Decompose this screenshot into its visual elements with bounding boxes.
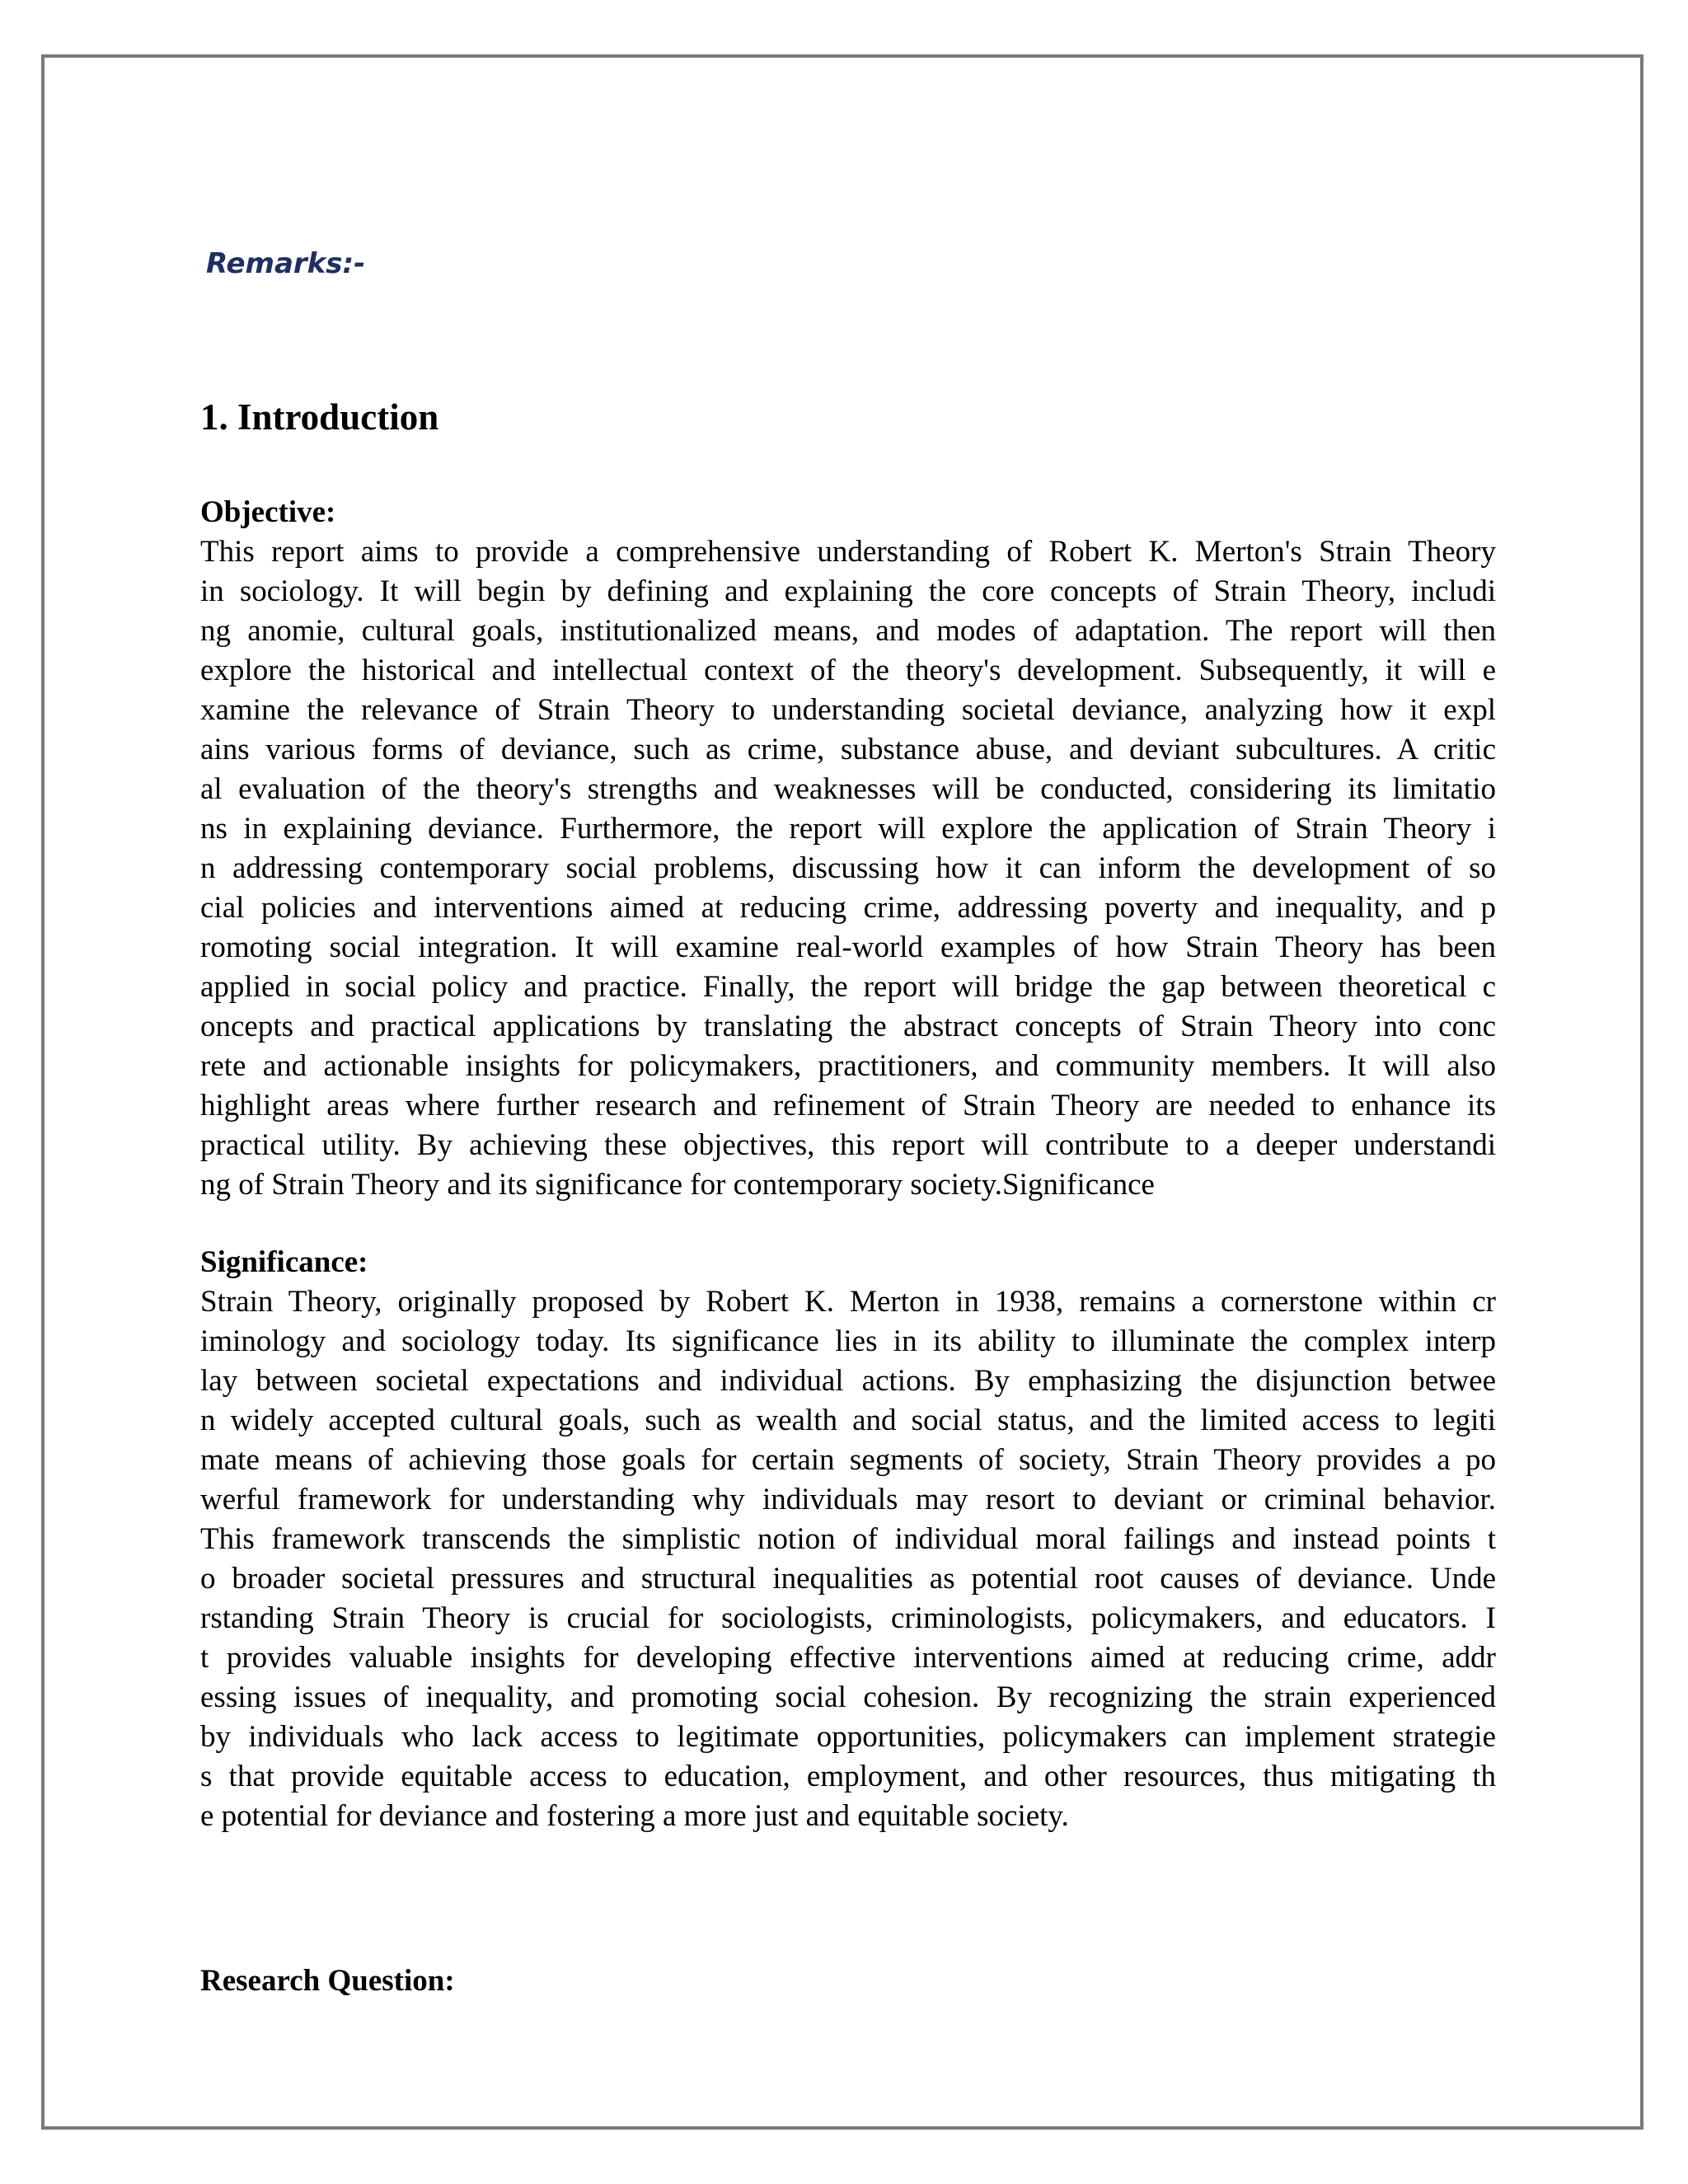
significance-heading: Significance:	[200, 1245, 368, 1279]
significance-line: This framework transcends the simplistic notion of individual moral failings and instead points t	[200, 1522, 1496, 1556]
significance-paragraph	[200, 1282, 1496, 1836]
objective-line: This report aims to provide a comprehensive understanding of Robert K. Merton's Strain Theory	[200, 535, 1496, 569]
objective-line: oncepts and practical applications by translating the abstract concepts of Strain Theory into conc	[200, 1010, 1496, 1043]
remarks-label: Remarks:-	[206, 247, 366, 280]
objective-line: al evaluation of the theory's strengths and weaknesses will be conducted, considering its limitatio	[200, 772, 1496, 806]
significance-line: s that provide equitable access to education, employment, and other resources, thus mitigating th	[200, 1760, 1496, 1793]
objective-paragraph	[200, 532, 1496, 1205]
significance-line: rstanding Strain Theory is crucial for sociologists, criminologists, policymakers, and educators. I	[200, 1601, 1496, 1635]
significance-line: lay between societal expectations and individual actions. By emphasizing the disjunction betwee	[200, 1364, 1496, 1398]
significance-line: iminology and sociology today. Its significance lies in its ability to illuminate the complex interp	[200, 1324, 1496, 1358]
significance-line: essing issues of inequality, and promoting social cohesion. By recognizing the strain experienced	[200, 1680, 1496, 1714]
significance-line: o broader societal pressures and structural inequalities as potential root causes of deviance. Unde	[200, 1562, 1496, 1596]
objective-line: n addressing contemporary social problems, discussing how it can inform the development of so	[200, 851, 1496, 885]
significance-line: t provides valuable insights for developing effective interventions aimed at reducing crime, addr	[200, 1641, 1496, 1675]
section-title: 1. Introduction	[200, 396, 439, 438]
objective-line: xamine the relevance of Strain Theory to understanding societal deviance, analyzing how it expl	[200, 693, 1496, 727]
objective-line: ng of Strain Theory and its significance for contemporary society.Significance	[200, 1168, 1155, 1202]
significance-line: mate means of achieving those goals for certain segments of society, Strain Theory provides a po	[200, 1443, 1496, 1477]
objective-line: highlight areas where further research and refinement of Strain Theory are needed to enhance its	[200, 1089, 1496, 1122]
objective-line: rete and actionable insights for policymakers, practitioners, and community members. It will also	[200, 1049, 1496, 1083]
objective-line: ng anomie, cultural goals, institutionalized means, and modes of adaptation. The report will then	[200, 614, 1496, 648]
objective-line: explore the historical and intellectual context of the theory's development. Subsequently, it will e	[200, 654, 1496, 687]
significance-line: Strain Theory, originally proposed by Robert K. Merton in 1938, remains a cornerstone within cr	[200, 1285, 1496, 1319]
significance-line: n widely accepted cultural goals, such as wealth and social status, and the limited access to legiti	[200, 1404, 1496, 1437]
objective-line: ains various forms of deviance, such as crime, substance abuse, and deviant subcultures. A critic	[200, 733, 1496, 766]
objective-line: cial policies and interventions aimed at reducing crime, addressing poverty and inequality, and p	[200, 891, 1496, 925]
significance-line: by individuals who lack access to legitimate opportunities, policymakers can implement strategie	[200, 1720, 1496, 1754]
objective-line: applied in social policy and practice. Finally, the report will bridge the gap between theoretical c	[200, 970, 1496, 1004]
objective-line: ns in explaining deviance. Furthermore, the report will explore the application of Strain Theory i	[200, 812, 1496, 846]
significance-line: werful framework for understanding why individuals may resort to deviant or criminal behavior.	[200, 1483, 1496, 1516]
objective-heading: Objective:	[200, 495, 336, 529]
objective-line: in sociology. It will begin by defining and explaining the core concepts of Strain Theory, includi	[200, 574, 1496, 608]
objective-line: practical utility. By achieving these objectives, this report will contribute to a deeper understandi	[200, 1128, 1496, 1162]
research-question-heading: Research Question:	[200, 1964, 455, 1998]
objective-line: romoting social integration. It will examine real-world examples of how Strain Theory has been	[200, 930, 1496, 964]
significance-line: e potential for deviance and fostering a more just and equitable society.	[200, 1799, 1069, 1833]
